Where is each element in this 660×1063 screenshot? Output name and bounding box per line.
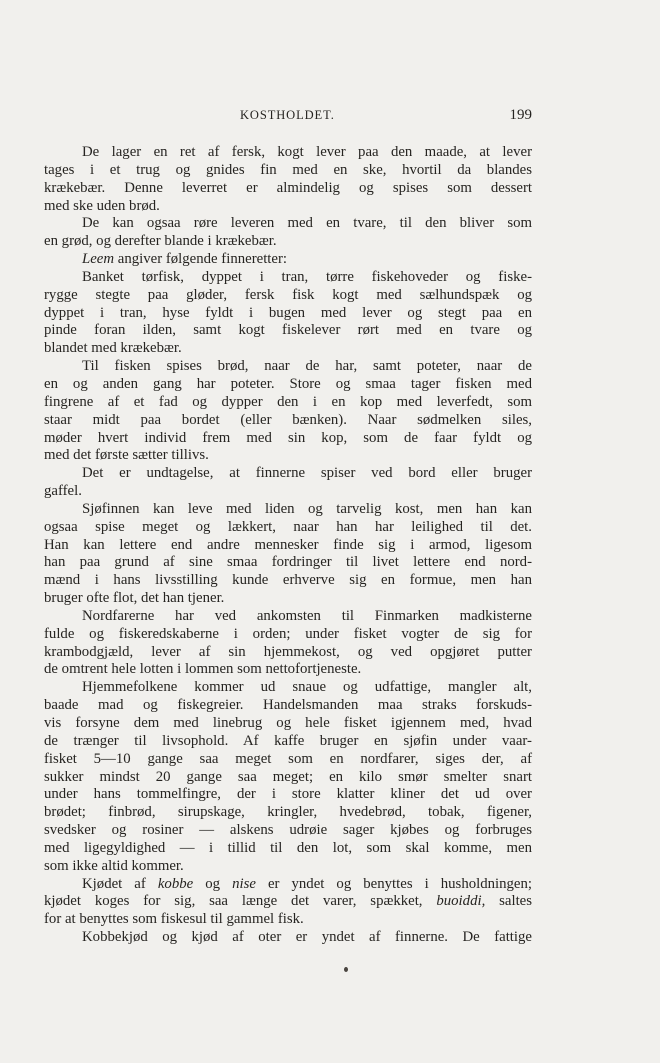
text-line xyxy=(44,626,532,644)
text-segment: Til fisken spises brød, naar de har, samt poteter, naar de xyxy=(82,358,532,375)
text-segment: gaffel. xyxy=(44,483,82,500)
text-segment: de trænger til livsophold. Af kaffe bruger en sjøfin under vaar- xyxy=(44,732,532,749)
text-segment: Han kan lettere end andre mennesker finde sig i armod, ligesom xyxy=(44,536,532,553)
text-segment: De lager en ret af fersk, kogt lever paa den maade, at lever xyxy=(82,144,532,160)
italic-term: Leem xyxy=(82,251,115,268)
text-segment: Banket tørfisk, dyppet i tran, tørre fiskehoveder og fiske- xyxy=(82,268,532,285)
text-segment: rygge stegte paa gløder, fersk fisk kogt med sælhundspæk og xyxy=(44,286,532,303)
text-line xyxy=(44,412,532,430)
text-segment: tages i et trug og gnides fin med en ske, hvortil da blandes xyxy=(44,161,532,178)
text-segment: de omtrent hele lotten i lommen som nettofortjeneste. xyxy=(44,661,362,678)
text-line xyxy=(44,786,532,804)
text-segment: ogsaa spise meget og lækkert, naar han har leilighed til det. xyxy=(44,518,532,535)
italic-term: buoiddi, xyxy=(436,893,486,910)
text-segment: brødet; finbrød, sirupskage, kringler, hvedebrød, tobak, figener, xyxy=(44,804,532,821)
text-line xyxy=(44,269,532,287)
text-line xyxy=(44,162,532,180)
text-segment: staar midt paa bordet (eller bænken). Naar sødmelken siles, xyxy=(44,411,532,428)
text-segment: saltes xyxy=(485,893,533,910)
text-segment: Hjemmefolkene kommer ud snaue og udfattige, mangler alt, xyxy=(82,679,532,696)
text-line xyxy=(44,751,532,769)
text-segment: med det første sætter tillivs. xyxy=(44,447,209,464)
text-line xyxy=(44,804,532,822)
text-line xyxy=(44,376,532,394)
text-line xyxy=(44,144,532,162)
text-segment: med ske uden brød. xyxy=(44,197,160,214)
text-segment: sukker mindst 20 gange saa meget; en kilo smør smelter snart xyxy=(44,768,532,785)
text-segment: en og anden gang har poteter. Store og smaa tager fisken med xyxy=(44,375,532,392)
text-segment: Kobbekjød og kjød af oter er yndet af finnerne. De fattige xyxy=(82,929,532,946)
text-segment: Det er undtagelse, at finnerne spiser ved bord eller bruger xyxy=(82,465,532,482)
body-text xyxy=(44,144,532,947)
text-segment: han paa grund af sine smaa fordringer til livet lettere end nord- xyxy=(44,554,532,571)
italic-term: nise xyxy=(232,875,256,892)
text-line xyxy=(44,180,532,198)
text-line xyxy=(44,697,532,715)
text-line xyxy=(44,287,532,305)
text-segment: er yndet og benyttes i husholdningen; xyxy=(255,875,533,892)
text-segment: for at benyttes som fiskesul til gammel fisk. xyxy=(44,911,304,928)
text-segment: pinde foran ilden, samt kogt fiskelever rørt med en tvare og xyxy=(44,322,532,339)
ink-speck xyxy=(344,967,348,972)
text-line xyxy=(44,340,532,358)
text-segment: fisket 5—10 gange saa meget som en nordfarer, siges der, af xyxy=(44,750,532,767)
text-segment: vis forsyne dem med linebrug og hele fisket igjennem med, hvad xyxy=(44,715,532,731)
text-line xyxy=(44,608,532,626)
text-segment: under hans tommelfingre, der i store klatter kliner det ud over xyxy=(44,786,532,803)
text-line xyxy=(44,679,532,697)
text-line xyxy=(44,215,532,233)
text-line xyxy=(44,840,532,858)
text-line xyxy=(44,572,532,590)
text-segment: blandet med krækebær. xyxy=(44,340,182,357)
running-title: KOSTHOLDET. xyxy=(240,108,335,122)
text-line xyxy=(44,733,532,751)
text-line xyxy=(44,893,532,911)
text-line xyxy=(44,501,532,519)
text-segment: baade mad og fiskegreier. Handelsmanden maa straks forskuds- xyxy=(44,697,532,714)
text-line xyxy=(44,858,532,876)
text-line xyxy=(44,519,532,537)
italic-term: kobbe xyxy=(157,875,194,892)
text-line xyxy=(44,251,532,269)
text-line xyxy=(44,715,532,733)
text-segment: møder hvert individ frem med sin kop, som de faar fyldt og xyxy=(44,429,532,446)
text-line xyxy=(44,358,532,376)
text-line xyxy=(44,394,532,412)
text-segment: krambodgjæld, lever af sin hjemmekost, og ved opgjøret putter xyxy=(44,643,532,660)
text-segment: fulde og fiskeredskaberne i orden; under fisket vogter de sig for xyxy=(44,625,532,642)
text-line xyxy=(44,911,532,929)
text-line xyxy=(44,305,532,323)
text-segment: Sjøfinnen kan leve med liden og tarvelig kost, men han kan xyxy=(82,500,532,517)
text-segment: og xyxy=(193,875,233,892)
text-line xyxy=(44,537,532,555)
text-segment: krækebær. Denne leverret er almindelig og spises som dessert xyxy=(44,179,532,196)
text-segment: mænd i hans livsstilling kunde erhverve sig en formue, men han xyxy=(44,572,532,589)
text-line xyxy=(44,590,532,608)
text-segment: De kan ogsaa røre leveren med en tvare, til den bliver som xyxy=(82,215,532,232)
text-line xyxy=(44,769,532,787)
text-line xyxy=(44,661,532,679)
text-segment: en grød, og derefter blande i krækebær. xyxy=(44,233,277,250)
text-line xyxy=(44,554,532,572)
text-segment: som ikke altid kommer. xyxy=(44,857,184,874)
text-segment: kjødet koges for sig, saa længe det varer, spækket, xyxy=(44,893,437,910)
text-line xyxy=(44,876,532,894)
text-segment: med ligegyldighed — i tillid til den lot, som skal komme, men xyxy=(44,839,532,856)
text-segment: dyppet i tran, hyse fyldt i bugen med lever og stegt paa en xyxy=(44,304,532,321)
page-number: 199 xyxy=(509,107,532,123)
text-segment: svedsker og rosiner — alskens udrøie sager kjøbes og forbruges xyxy=(44,822,532,839)
text-segment: angiver følgende finneretter: xyxy=(114,251,288,268)
text-line xyxy=(44,644,532,662)
text-line xyxy=(44,929,532,947)
text-line xyxy=(44,447,532,465)
text-line xyxy=(44,322,532,340)
text-segment: fingrene af et fad og dypper den i en kop med leverfedt, som xyxy=(44,393,532,410)
text-line xyxy=(44,483,532,501)
text-line xyxy=(44,822,532,840)
text-line xyxy=(44,198,532,216)
text-line xyxy=(44,465,532,483)
text-segment: bruger ofte flot, det han tjener. xyxy=(44,590,225,607)
text-line xyxy=(44,233,532,251)
text-segment: Nordfarerne har ved ankomsten til Finmarken madkisterne xyxy=(82,607,532,624)
text-line xyxy=(44,430,532,448)
running-header xyxy=(44,108,532,128)
text-segment: Kjødet af xyxy=(82,875,158,892)
